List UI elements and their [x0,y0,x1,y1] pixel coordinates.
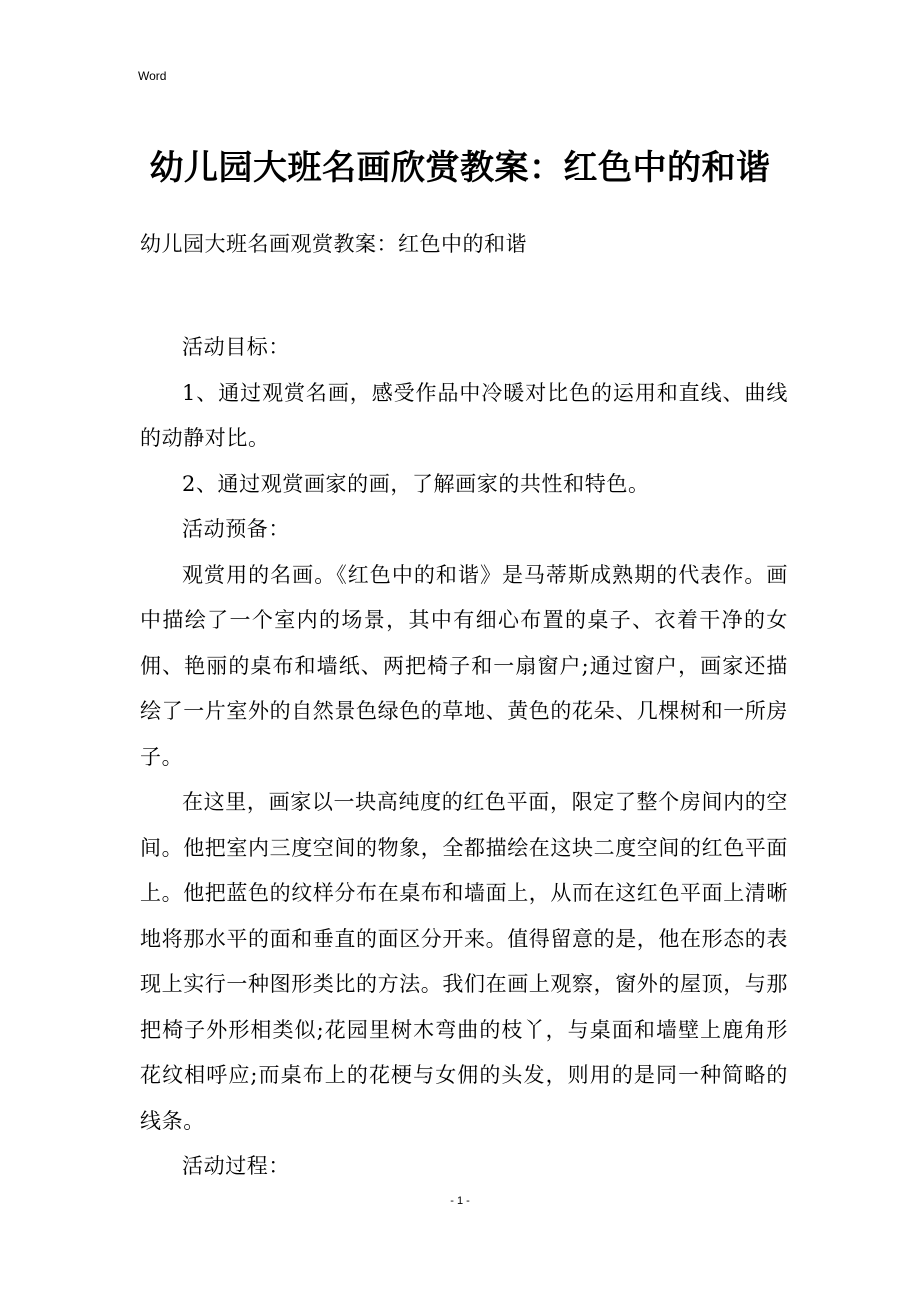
paragraph-painting-description: 观赏用的名画。《红色中的和谐》是马蒂斯成熟期的代表作。画中描绘了一个室内的场景，其中有细心布置的桌子、衣着干净的女佣、艳丽的桌布和墙纸、两把椅子和一扇窗户;通过窗户，画家还描绘了一片室外的自然景色绿色的草地、黄色的花朵、几棵树和一所房子。 [140,562,788,769]
paragraph-goal-2: 2、通过观赏画家的画，了解画家的共性和特色。 [182,471,650,496]
paragraph-painting-analysis: 在这里，画家以一块高纯度的红色平面，限定了整个房间内的空间。他把室内三度空间的物象，全都描绘在这块二度空间的红色平面上。他把蓝色的纹样分布在桌布和墙面上，从而在这红色平面上清晰地将那水平的面和垂直的面区分开来。值得留意的是，他在形态的表现上实行一种图形类比的方法。我们在画上观察，窗外的屋顶，与那把椅子外形相类似;花园里树木弯曲的枝丫，与桌面和墙壁上鹿角形花纹相呼应;而桌布上的花梗与女佣的头发，则用的是同一种简略的线条。 [140,790,788,1133]
paragraph-process-heading: 活动过程： [182,1154,290,1178]
document-body [140,325,788,1190]
paragraph-preparation-heading: 活动预备： [182,517,290,541]
paragraph-activity-goals-heading: 活动目标： [182,335,290,359]
header-label: Word [138,69,167,83]
page-number: - 1 - [450,1195,470,1207]
document-title: 幼儿园大班名画欣赏教案：红色中的和谐 [149,148,771,188]
paragraph-goal-1: 1、通过观赏名画，感受作品中冷暖对比色的运用和直线、曲线的动静对比。 [140,380,788,450]
document-subtitle: 幼儿园大班名画观赏教案：红色中的和谐 [140,232,527,256]
